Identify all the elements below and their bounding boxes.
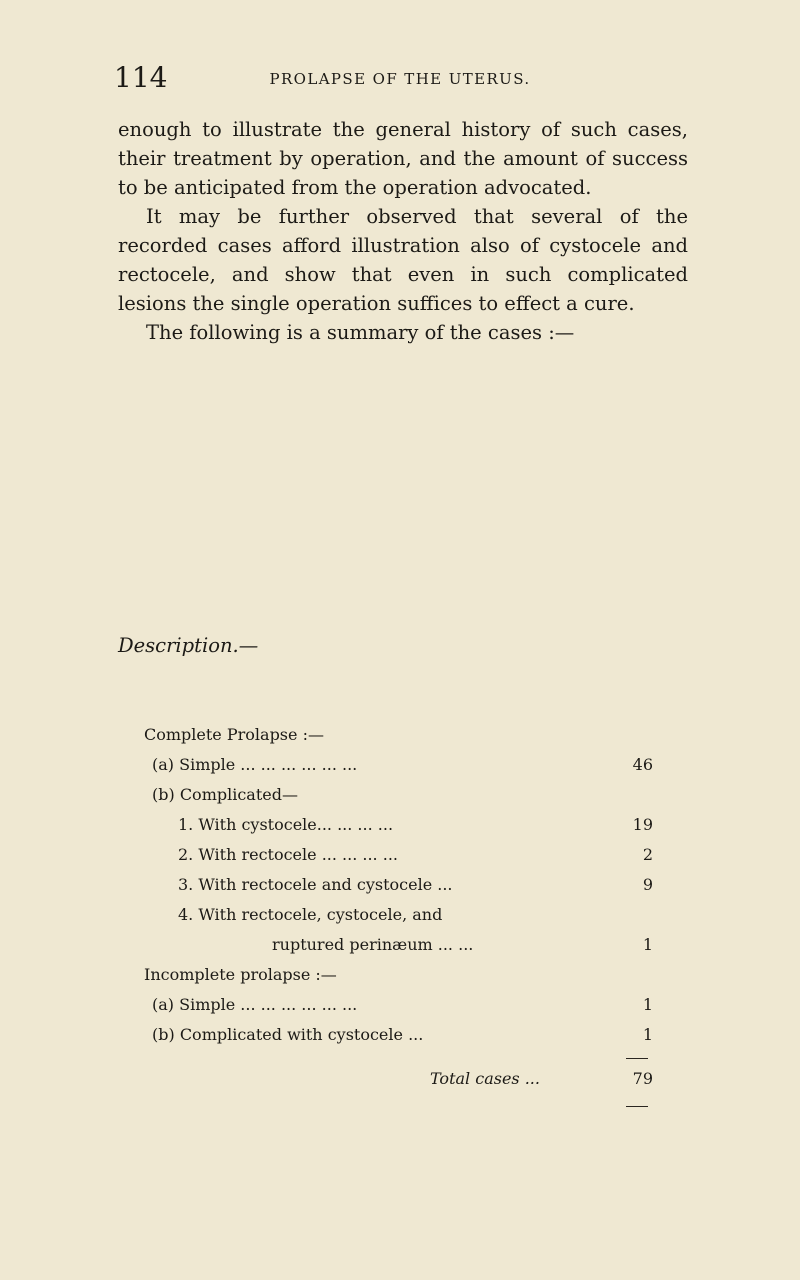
page-header bbox=[0, 62, 800, 102]
item-label: 1. With cystocele... ... ... ... bbox=[178, 815, 394, 834]
item-count: 2 bbox=[642, 845, 653, 864]
item-label: 4. With rectocele, cystocele, and bbox=[178, 905, 443, 924]
item-count: 19 bbox=[632, 815, 653, 834]
item-count: 1 bbox=[642, 935, 653, 954]
total-count: 79 bbox=[632, 1069, 653, 1088]
item-count: 1 bbox=[642, 995, 653, 1014]
item-label: ruptured perinæum ... ... bbox=[272, 935, 474, 954]
item-count: 1 bbox=[642, 1025, 653, 1044]
item-label: (a) Simple ... ... ... ... ... ... bbox=[152, 755, 358, 774]
item-label: (b) Complicated— bbox=[152, 785, 298, 804]
incomplete-prolapse-heading: Incomplete prolapse :— bbox=[144, 965, 337, 984]
item-count: 46 bbox=[632, 755, 653, 774]
item-label: (a) Simple ... ... ... ... ... ... bbox=[152, 995, 358, 1014]
page-number: 114 bbox=[114, 61, 168, 94]
running-head: PROLAPSE OF THE UTERUS. bbox=[269, 70, 531, 88]
item-label: (b) Complicated with cystocele ... bbox=[152, 1025, 424, 1044]
description-heading: Description.— bbox=[118, 634, 259, 657]
total-rule-top bbox=[626, 1058, 648, 1059]
total-rule-bottom bbox=[626, 1106, 648, 1107]
complete-prolapse-heading: Complete Prolapse :— bbox=[144, 725, 324, 744]
item-label: 2. With rectocele ... ... ... ... bbox=[178, 845, 398, 864]
paragraph-observation: It may be further observed that several of the recorded cases afford illustration also of cystocele and rectocele, and show that even in such complicated lesions the single operation suffices to effect a cure. bbox=[118, 205, 688, 315]
paragraph-intro: enough to illustrate the general history of such cases, their treatment by operation, and the amount of success to be anticipated from the operation advocated. bbox=[118, 118, 688, 199]
paragraph-summary-intro: The following is a summary of the cases :— bbox=[146, 321, 575, 344]
total-label: Total cases ... bbox=[430, 1069, 540, 1088]
item-count: 9 bbox=[642, 875, 653, 894]
item-label: 3. With rectocele and cystocele ... bbox=[178, 875, 453, 894]
